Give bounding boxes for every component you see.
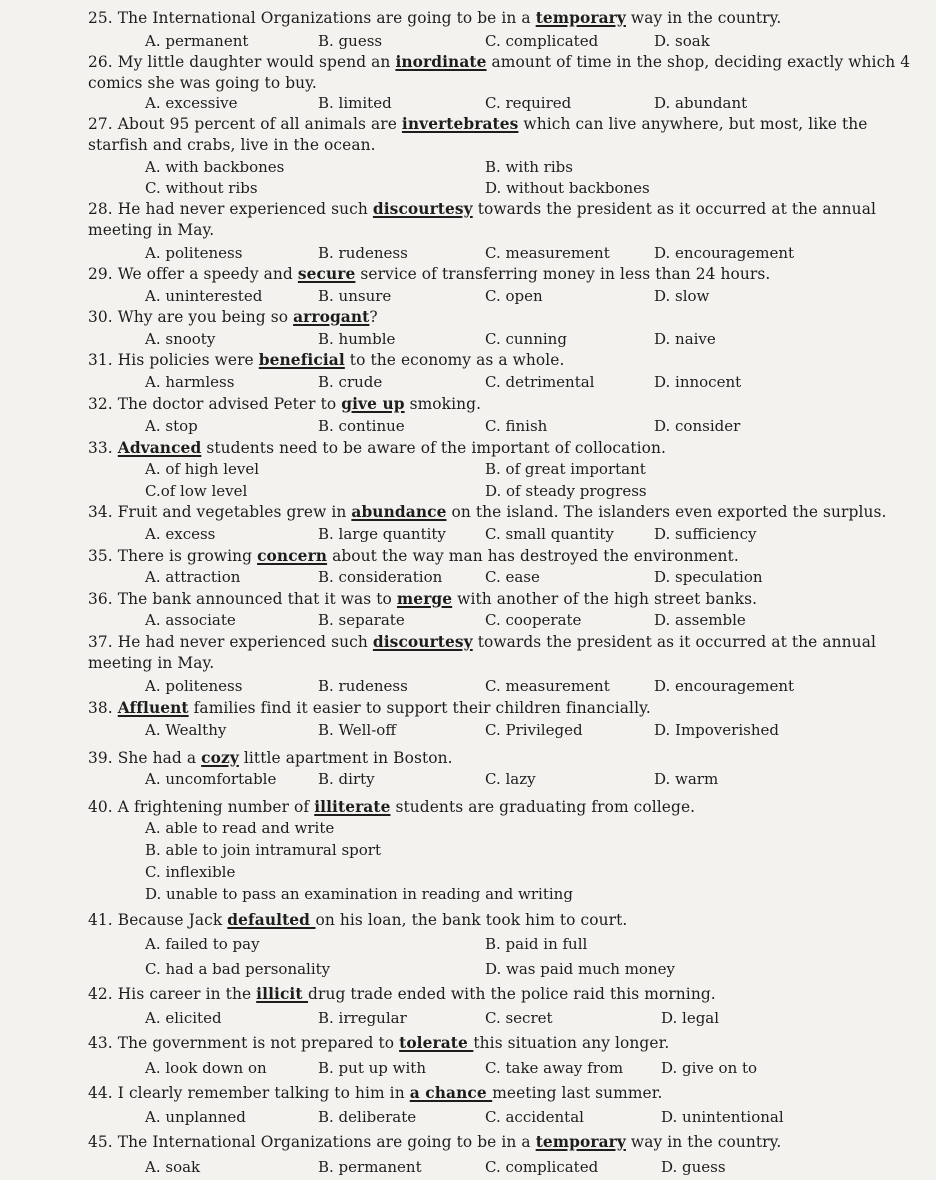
question-text: 33. Advanced students need to be aware of the important of collocation. [88, 439, 667, 457]
question-text: 42. His career in the illicit drug trade ended with the police raid this morning. [88, 985, 716, 1003]
option-a[interactable]: A. permanent [145, 32, 249, 50]
option-c[interactable]: C. required [485, 94, 572, 112]
option-a[interactable]: A. uninterested [145, 287, 263, 305]
question-31 [88, 350, 916, 371]
option-b[interactable]: B. large quantity [318, 525, 446, 543]
option-a[interactable]: A. able to read and write [145, 819, 335, 837]
option-c[interactable]: C. complicated [485, 32, 599, 50]
question-text: 34. Fruit and vegetables grew in abundance on the island. The islanders even exported the surplus. [88, 503, 887, 521]
option-a[interactable]: A. politeness [145, 677, 243, 695]
option-b[interactable]: B. Well-off [318, 721, 396, 739]
question-45 [88, 1132, 916, 1153]
question-text: 31. His policies were beneficial to the economy as a whole. [88, 351, 565, 369]
keyword: discourtesy [372, 633, 473, 651]
question-text: 45. The International Organizations are going to be in a temporary way in the country. [88, 1133, 782, 1151]
option-b[interactable]: B. limited [318, 94, 392, 112]
question-36 [88, 589, 916, 610]
keyword: secure [297, 265, 356, 283]
option-d[interactable]: D. abundant [654, 94, 748, 112]
keyword: illicit [256, 985, 309, 1003]
option-b[interactable]: B. permanent [318, 1158, 422, 1176]
option-c[interactable]: C. open [485, 287, 543, 305]
option-b[interactable]: B. of great important [485, 460, 646, 478]
option-d[interactable]: D. legal [661, 1009, 720, 1027]
question-text: 26. My little daughter would spend an inordinate amount of time in the shop, deciding exactly which 4 comics she was going to buy. [88, 53, 911, 92]
option-b[interactable]: B. able to join intramural sport [145, 841, 381, 859]
option-c[interactable]: C. accidental [485, 1108, 584, 1126]
question-34 [88, 502, 916, 523]
question-42 [88, 984, 916, 1005]
option-b[interactable]: B. separate [318, 611, 405, 629]
keyword: inordinate [395, 53, 487, 71]
option-d[interactable]: D. encouragement [654, 244, 795, 262]
option-c[interactable]: C. finish [485, 417, 548, 435]
keyword: discourtesy [372, 200, 473, 218]
option-a[interactable]: A. Wealthy [145, 721, 227, 739]
option-b[interactable]: B. dirty [318, 770, 375, 788]
option-d[interactable]: D. sufficiency [654, 525, 757, 543]
keyword: illiterate [314, 798, 391, 816]
option-c[interactable]: C. had a bad personality [145, 960, 331, 978]
option-a[interactable]: A. excessive [145, 94, 238, 112]
option-d[interactable]: D. consider [654, 417, 741, 435]
option-b[interactable]: B. crude [318, 373, 383, 391]
option-a[interactable]: A. uncomfortable [145, 770, 277, 788]
option-a[interactable]: A. look down on [145, 1059, 267, 1077]
option-a[interactable]: A. snooty [145, 330, 216, 348]
keyword: abundance [351, 503, 447, 521]
keyword: concern [257, 547, 328, 565]
question-32 [88, 394, 916, 415]
question-41 [88, 910, 916, 931]
option-c[interactable]: C. inflexible [145, 863, 236, 881]
option-a[interactable]: A. elicited [145, 1009, 222, 1027]
keyword: arrogant [293, 308, 370, 326]
option-b[interactable]: B. continue [318, 417, 405, 435]
option-a[interactable]: A. harmless [145, 373, 235, 391]
option-d[interactable]: D. assemble [654, 611, 746, 629]
keyword: invertebrates [401, 115, 519, 133]
option-c[interactable]: C. cunning [485, 330, 567, 348]
question-25 [88, 8, 916, 29]
option-c[interactable]: C. small quantity [485, 525, 614, 543]
option-d[interactable]: D. give on to [661, 1059, 758, 1077]
option-d[interactable]: D. Impoverished [654, 721, 779, 739]
option-c[interactable]: C.of low level [145, 482, 248, 500]
option-b[interactable]: B. paid in full [485, 935, 588, 953]
option-c[interactable]: C. Privileged [485, 721, 583, 739]
option-b[interactable]: B. guess [318, 32, 383, 50]
option-d[interactable]: D. speculation [654, 568, 763, 586]
question-text: 44. I clearly remember talking to him in a chance meeting last summer. [88, 1084, 663, 1102]
option-b[interactable]: B. put up with [318, 1059, 426, 1077]
question-26 [88, 52, 916, 94]
keyword: Affluent [117, 699, 189, 717]
option-d[interactable]: D. soak [654, 32, 710, 50]
question-text: 37. He had never experienced such discourtesy towards the president as it occurred at the annual meeting in May. [88, 633, 876, 672]
keyword: beneficial [258, 351, 345, 369]
option-c[interactable]: C. lazy [485, 770, 536, 788]
question-27 [88, 114, 916, 156]
question-39 [88, 748, 916, 769]
keyword: defaulted [227, 911, 316, 929]
option-d[interactable]: D. unable to pass an examination in reading and writing [145, 885, 573, 903]
question-43 [88, 1033, 916, 1054]
question-28 [88, 199, 916, 241]
option-b[interactable]: B. rudeness [318, 244, 408, 262]
option-d[interactable]: D. without backbones [485, 179, 650, 197]
option-a[interactable]: A. unplanned [145, 1108, 246, 1126]
option-b[interactable]: B. deliberate [318, 1108, 417, 1126]
option-b[interactable]: B. irregular [318, 1009, 407, 1027]
option-a[interactable]: A. soak [145, 1158, 201, 1176]
option-a[interactable]: A. failed to pay [145, 935, 260, 953]
keyword: a chance [409, 1084, 493, 1102]
question-44 [88, 1083, 916, 1104]
option-a[interactable]: A. excess [145, 525, 216, 543]
keyword: give up [341, 395, 405, 413]
question-30 [88, 307, 916, 328]
question-29 [88, 264, 916, 285]
option-d[interactable]: D. slow [654, 287, 710, 305]
option-d[interactable]: D. innocent [654, 373, 742, 391]
option-c[interactable]: C. complicated [485, 1158, 599, 1176]
keyword: tolerate [399, 1034, 474, 1052]
option-d[interactable]: D. unintentional [661, 1108, 784, 1126]
question-text: 36. The bank announced that it was to merge with another of the high street banks. [88, 590, 758, 608]
option-b[interactable]: B. rudeness [318, 677, 408, 695]
option-b[interactable]: B. consideration [318, 568, 443, 586]
option-d[interactable]: D. encouragement [654, 677, 795, 695]
question-text: 35. There is growing concern about the way man has destroyed the environment. [88, 547, 739, 565]
option-b[interactable]: B. unsure [318, 287, 392, 305]
question-text: 43. The government is not prepared to tolerate this situation any longer. [88, 1034, 670, 1052]
option-d[interactable]: D. was paid much money [485, 960, 675, 978]
question-text: 30. Why are you being so arrogant? [88, 308, 378, 326]
keyword: merge [396, 590, 453, 608]
option-d[interactable]: D. naive [654, 330, 716, 348]
option-d[interactable]: D. of steady progress [485, 482, 647, 500]
option-c[interactable]: C. ease [485, 568, 540, 586]
option-d[interactable]: D. guess [661, 1158, 726, 1176]
option-a[interactable]: A. of high level [145, 460, 260, 478]
question-text: 32. The doctor advised Peter to give up smoking. [88, 395, 482, 413]
question-text: 39. She had a cozy little apartment in Boston. [88, 749, 453, 767]
question-35 [88, 546, 916, 567]
option-d[interactable]: D. warm [654, 770, 719, 788]
question-text: 29. We offer a speedy and secure service of transferring money in less than 24 hours. [88, 265, 771, 283]
question-text: 40. A frightening number of illiterate students are graduating from college. [88, 798, 696, 816]
keyword: temporary [535, 1133, 626, 1151]
question-text: 38. Affluent families find it easier to support their children financially. [88, 699, 651, 717]
option-b[interactable]: B. humble [318, 330, 396, 348]
question-33 [88, 438, 916, 459]
option-b[interactable]: B. with ribs [485, 158, 573, 176]
option-a[interactable]: A. stop [145, 417, 198, 435]
keyword: Advanced [117, 439, 202, 457]
option-c[interactable]: C. detrimental [485, 373, 595, 391]
option-a[interactable]: A. with backbones [145, 158, 285, 176]
question-40 [88, 797, 916, 818]
option-c[interactable]: C. cooperate [485, 611, 582, 629]
question-38 [88, 698, 916, 719]
option-c[interactable]: C. measurement [485, 244, 610, 262]
option-a[interactable]: A. politeness [145, 244, 243, 262]
question-text: 41. Because Jack defaulted on his loan, the bank took him to court. [88, 911, 628, 929]
question-text: 25. The International Organizations are going to be in a temporary way in the country. [88, 9, 782, 27]
option-c[interactable]: C. measurement [485, 677, 610, 695]
question-text: 28. He had never experienced such discourtesy towards the president as it occurred at the annual meeting in May. [88, 200, 876, 239]
keyword: cozy [201, 749, 239, 767]
option-a[interactable]: A. attraction [145, 568, 241, 586]
keyword: temporary [535, 9, 626, 27]
option-c[interactable]: C. secret [485, 1009, 553, 1027]
option-a[interactable]: A. associate [145, 611, 236, 629]
option-c[interactable]: C. take away from [485, 1059, 624, 1077]
option-c[interactable]: C. without ribs [145, 179, 258, 197]
question-text: 27. About 95 percent of all animals are invertebrates which can live anywhere, but most, like the starfish and crabs, live in the ocean. [88, 115, 868, 154]
question-37 [88, 632, 916, 674]
